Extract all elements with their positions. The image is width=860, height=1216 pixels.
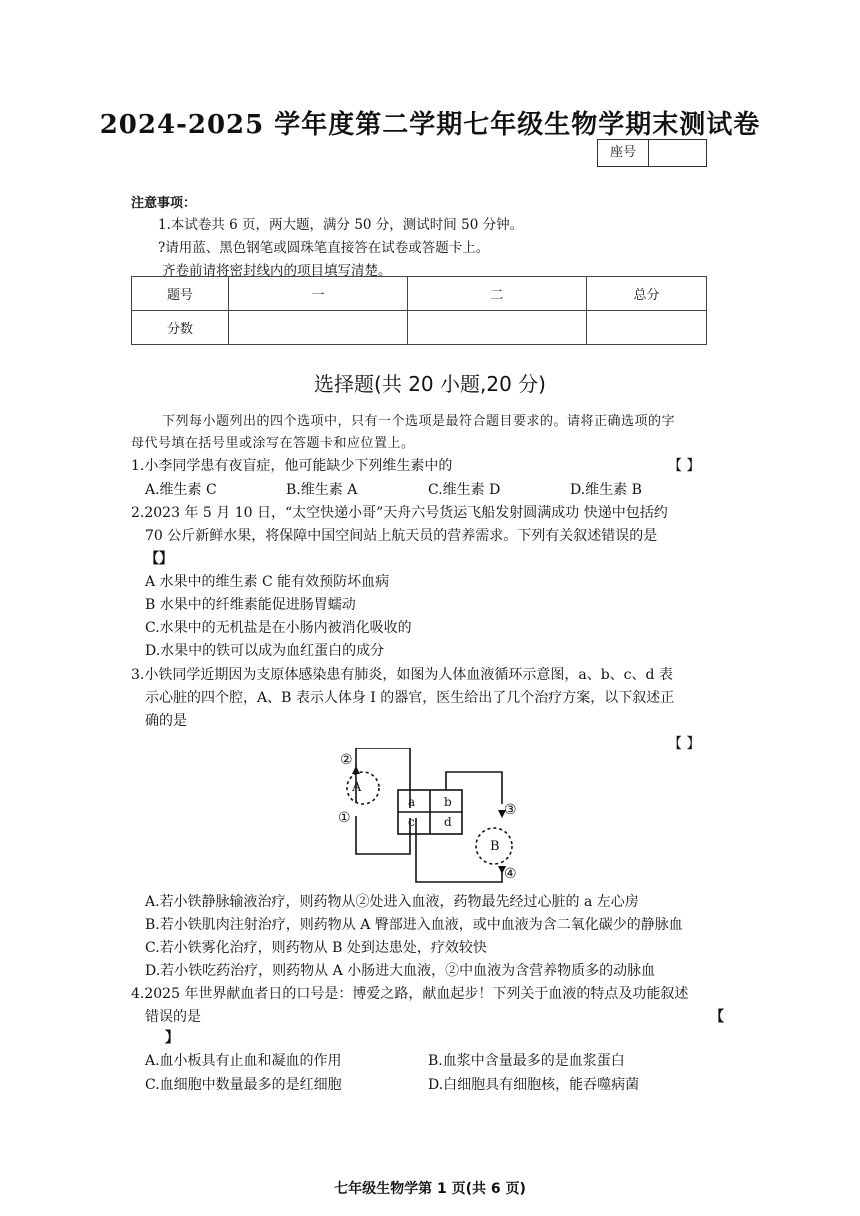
mark-3-label: ③ — [504, 802, 517, 818]
table-row — [132, 311, 707, 345]
page-footer: 七年级生物学第 1 页(共 6 页) — [334, 1181, 526, 1197]
organ-b-label: B — [490, 839, 500, 854]
option-d[interactable]: D.若小铁吃药治疗，则药物从 A 小肠进大血液，②中血液为含营养物质多的动脉血 — [145, 963, 656, 979]
chamber-a-label: a — [408, 795, 416, 809]
option-d[interactable]: D.白细胞具有细胞核，能吞噬病菌 — [428, 1077, 640, 1093]
option-b[interactable]: B.维生素 A — [286, 482, 358, 498]
option-c[interactable]: C.若小铁雾化治疗，则药物从 B 处到达患处，疗效较快 — [145, 940, 487, 956]
seat-number-field[interactable] — [649, 140, 706, 166]
option-d[interactable]: D.水果中的铁可以成为血红蛋白的成分 — [145, 643, 385, 659]
answer-bracket[interactable]: 【 】 — [668, 736, 701, 752]
option-c[interactable]: C.维生素 D — [428, 482, 501, 498]
question-3-stem: 示心脏的四个腔，A、B 表示人体身 I 的器官，医生给出了几个治疗方案，以下叙述正 — [145, 690, 675, 706]
option-b[interactable]: B.血浆中含量最多的是血浆蛋白 — [428, 1053, 625, 1069]
option-a[interactable]: A 水果中的维生素 C 能有效预防坏血病 — [145, 574, 390, 590]
table-cell: 二 — [408, 277, 587, 311]
mark-2-label: ② — [340, 752, 353, 768]
table-cell: 总分 — [587, 277, 707, 311]
answer-bracket-open[interactable]: 【 — [710, 1009, 724, 1025]
circulation-diagram — [336, 748, 516, 888]
note-item: 齐卷前请将密封线内的项目填写清楚。 — [162, 263, 392, 279]
score-field[interactable] — [587, 311, 707, 345]
mark-4-label: ④ — [504, 866, 517, 882]
table-row — [132, 277, 707, 311]
option-a[interactable]: A.血小板具有止血和凝血的作用 — [145, 1053, 342, 1069]
question-2-stem: 70 公斤新鲜水果，将保障中国空间站上航天员的营养需求。下列有关叙述错误的是 — [145, 528, 658, 544]
table-cell: 一 — [229, 277, 408, 311]
section-instruction: 母代号填在括号里或涂写在答题卡和应位置上。 — [131, 436, 415, 451]
score-field[interactable] — [408, 311, 587, 345]
option-a[interactable]: A.若小铁静脉输液治疗，则药物从②处进入血液，药物最先经过心脏的 a 左心房 — [145, 894, 639, 910]
mark-1-label: ① — [338, 810, 351, 826]
score-field[interactable] — [229, 311, 408, 345]
table-cell: 题号 — [132, 277, 229, 311]
question-1-stem: 1.小李同学患有夜盲症，他可能缺少下列维生素中的 — [131, 458, 453, 474]
question-4-stem: 4.2025 年世界献血者日的口号是：博爱之路，献血起步！下列关于血液的特点及功能叙述 — [131, 986, 689, 1002]
note-item: 1.本试卷共 6 页，两大题，满分 50 分，测试时间 50 分钟。 — [158, 217, 524, 233]
option-b[interactable]: B 水果中的纤维素能促进肠胃蠕动 — [145, 597, 356, 613]
option-a[interactable]: A.维生素 C — [145, 482, 217, 498]
chamber-b-label: b — [444, 795, 452, 809]
answer-bracket-close[interactable]: 】 — [165, 1030, 179, 1046]
page-title: 2024-2025 学年度第二学期七年级生物学期末测试卷 — [99, 110, 761, 140]
section-instruction: 下列每小题列出的四个选项中，只有一个选项是最符合题目要求的。请将正确选项的字 — [162, 414, 676, 429]
question-3-stem: 确的是 — [145, 713, 187, 729]
answer-bracket[interactable]: 【】 — [145, 551, 173, 567]
notes-heading: 注意事项： — [131, 196, 197, 211]
seat-label: 座号 — [598, 140, 649, 166]
answer-bracket[interactable]: 【 】 — [668, 458, 701, 474]
score-table — [131, 276, 707, 345]
question-4-stem: 错误的是 — [145, 1009, 201, 1025]
option-d[interactable]: D.维生素 B — [570, 482, 642, 498]
table-cell: 分数 — [132, 311, 229, 345]
option-c[interactable]: C.水果中的无机盐是在小肠内被消化吸收的 — [145, 620, 412, 636]
question-2-stem: 2.2023 年 5 月 10 日，“太空快递小哥”天舟六号货运飞船发射圆满成功 快递中包括约 — [131, 505, 668, 521]
note-item: ?请用蓝、黑色钢笔或圆珠笔直接答在试卷或答题卡上。 — [158, 240, 490, 256]
option-b[interactable]: B.若小铁肌肉注射治疗，则药物从 A 臀部进入血液，或中血液为含二氧化碳少的静脉血 — [145, 917, 683, 933]
seat-number-box — [597, 139, 707, 167]
organ-a-label: A — [352, 780, 362, 795]
section-title: 选择题(共 20 小题,20 分) — [314, 372, 546, 396]
option-c[interactable]: C.血细胞中数量最多的是红细胞 — [145, 1077, 342, 1093]
question-3-stem: 3.小铁同学近期因为支原体感染患有肺炎，如图为人体血液循环示意图，a、b、c、d 表 — [131, 667, 673, 683]
chamber-d-label: d — [444, 815, 452, 829]
chamber-c-label: c — [408, 815, 415, 829]
